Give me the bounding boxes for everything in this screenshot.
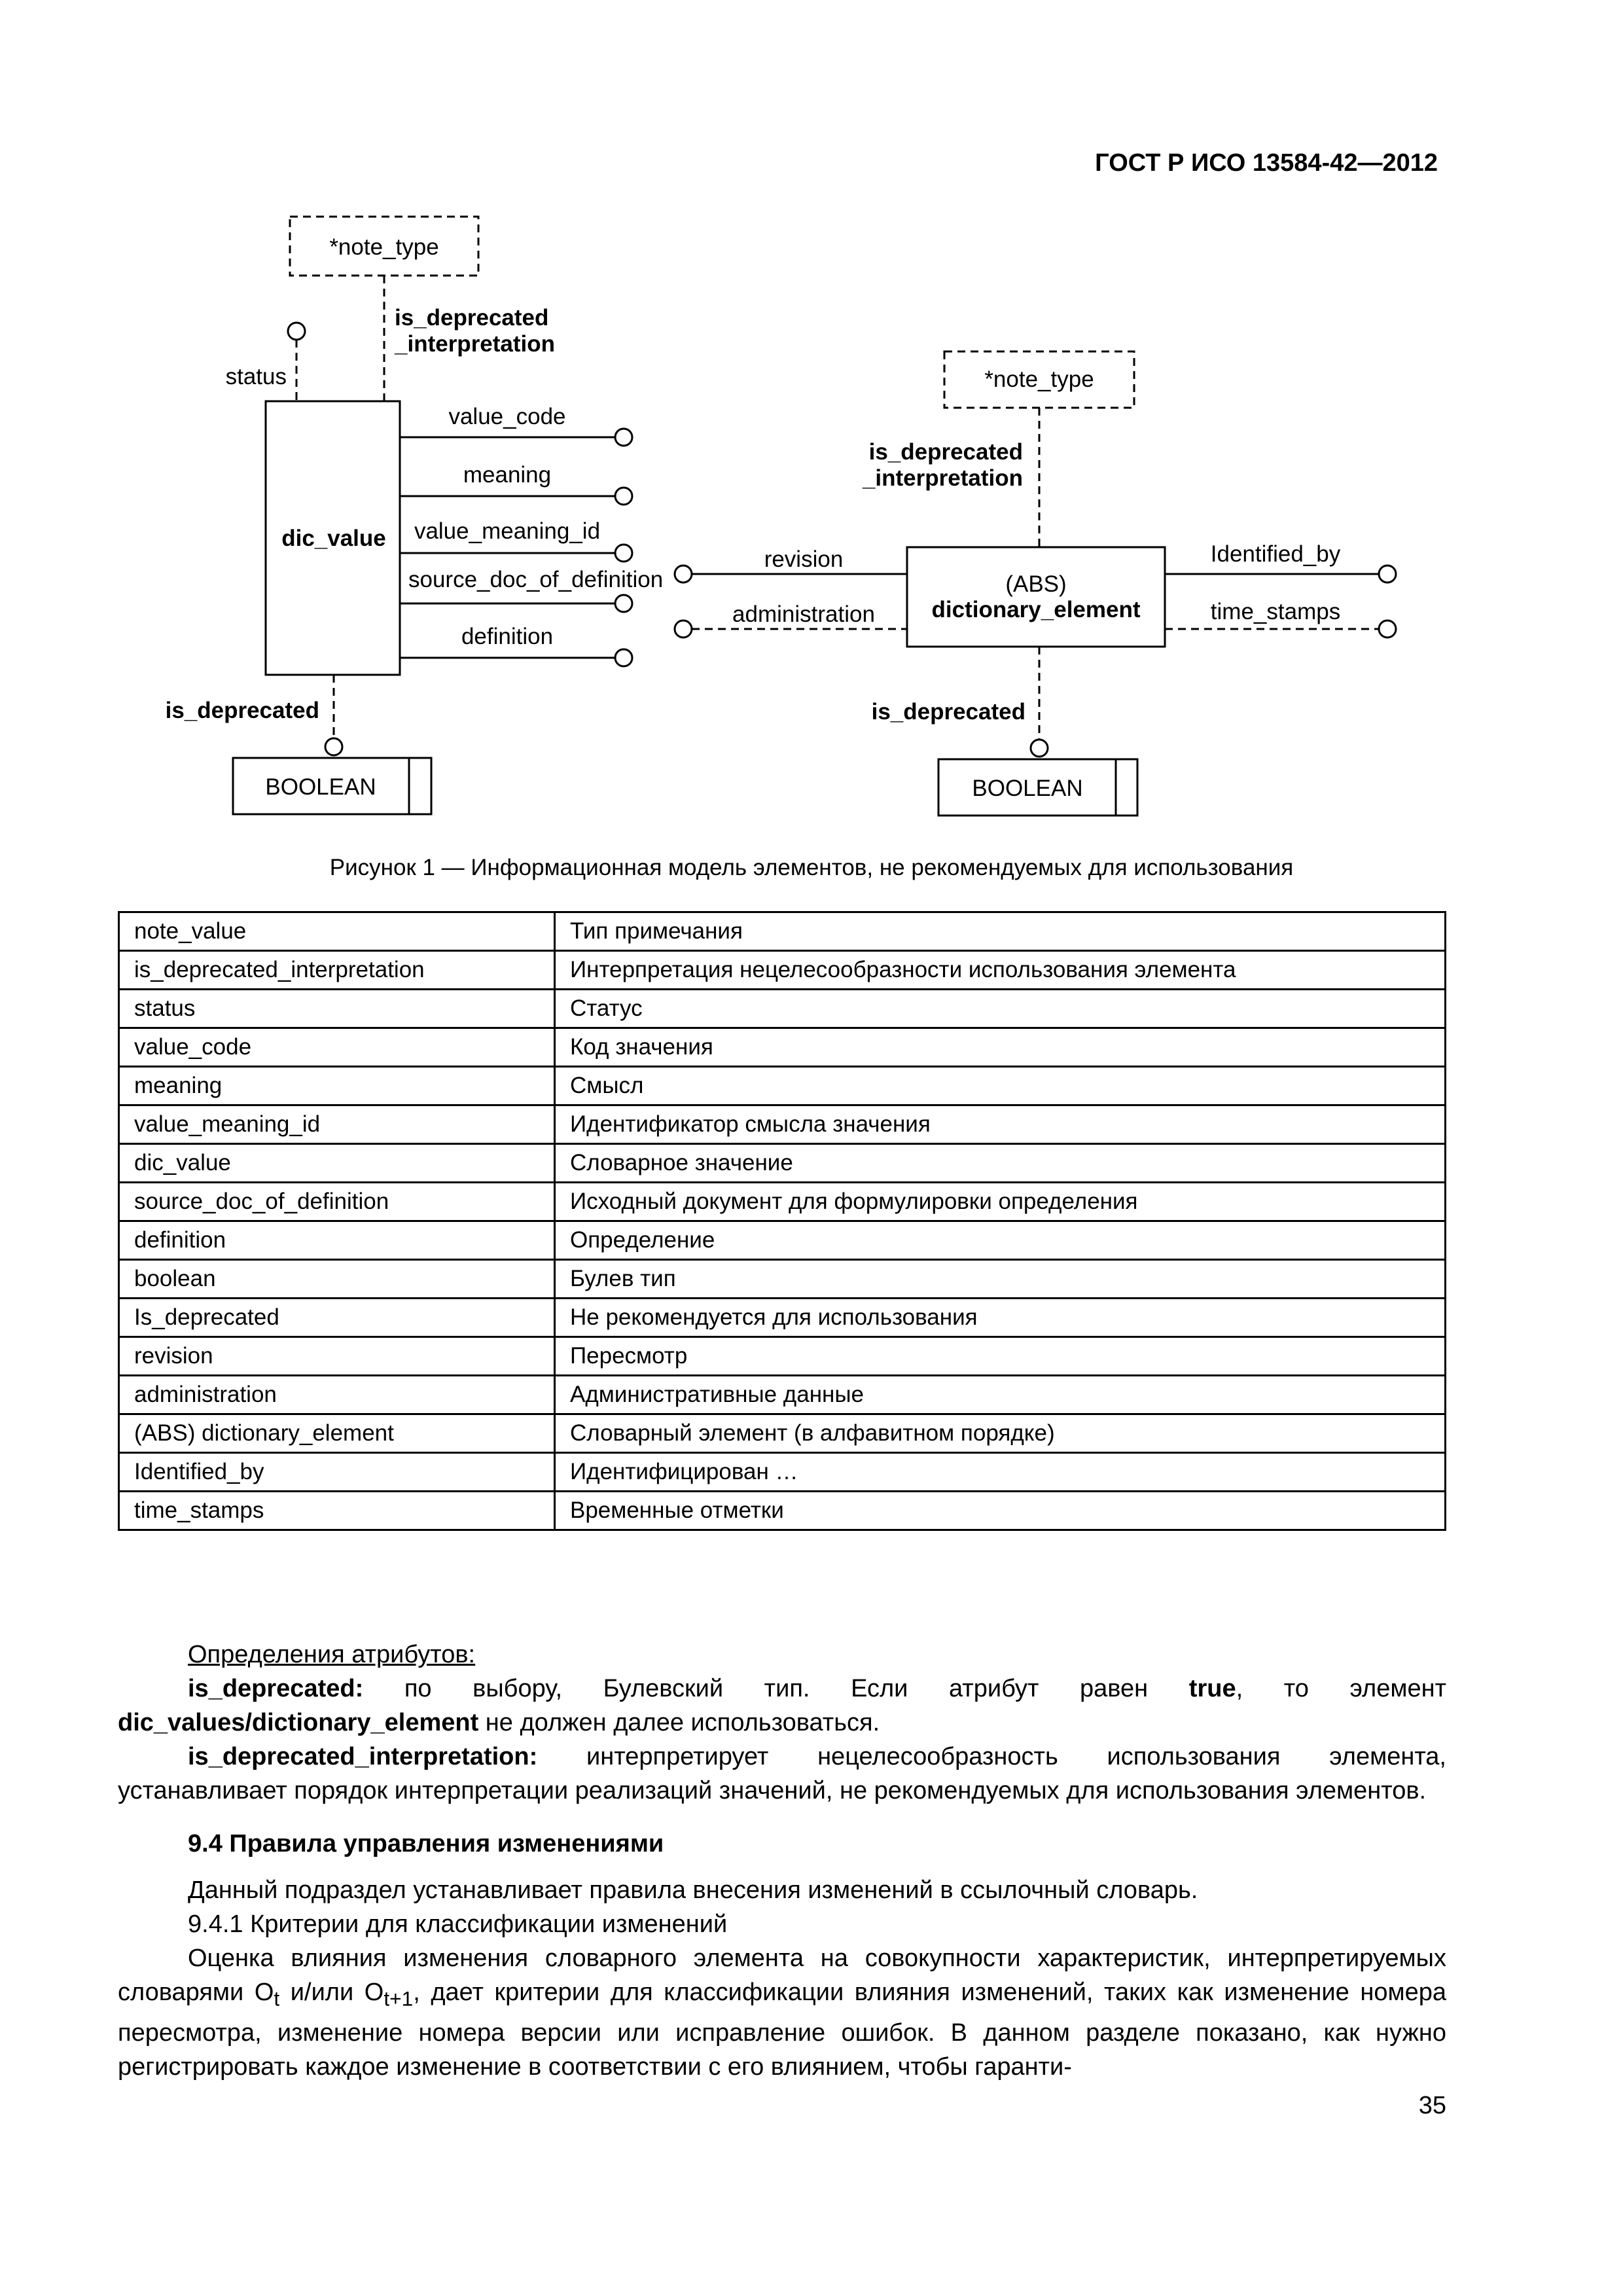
table-row <box>119 1299 1446 1337</box>
table-row <box>119 1492 1446 1530</box>
identified-by-label: Identified_by <box>1210 541 1341 567</box>
term-cell: (ABS) dictionary_element <box>119 1414 555 1453</box>
left-is-deprecated-interp-label-2: _interpretation <box>395 331 556 357</box>
dic-value-label: dic_value <box>281 526 386 551</box>
translation-cell: Идентификатор смысла значения <box>555 1105 1446 1144</box>
subscript: t <box>274 1986 280 2011</box>
translation-cell: Не рекомендуется для использования <box>555 1299 1446 1337</box>
true-keyword: true <box>1188 1675 1236 1702</box>
term-cell: value_meaning_id <box>119 1105 555 1144</box>
translation-cell: Временные отметки <box>555 1492 1446 1530</box>
paragraph-text: Оценка влияния изменения словарного элемента на совокупности характеристик, интерпретируемых словарями O <box>118 1945 1446 2006</box>
table-row <box>119 1337 1446 1376</box>
term-cell: is_deprecated_interpretation <box>119 951 555 990</box>
translation-cell: Тип примечания <box>555 912 1446 951</box>
definitions-title: Определения атрибутов: <box>188 1641 476 1668</box>
term-cell: note_value <box>119 912 555 951</box>
term-cell: source_doc_of_definition <box>119 1183 555 1221</box>
section-body <box>118 1873 1446 2084</box>
revision-label: revision <box>764 547 844 572</box>
right-boolean-label: BOOLEAN <box>972 776 1083 801</box>
translation-cell: Определение <box>555 1221 1446 1260</box>
administration-label: administration <box>732 601 875 627</box>
left-status-label: status <box>225 364 287 389</box>
definition-text: , то элемент <box>1236 1675 1447 1702</box>
translation-cell: Код значения <box>555 1028 1446 1067</box>
definition-target: dic_values/dictionary_element <box>118 1709 479 1736</box>
table-row <box>119 1453 1446 1492</box>
information-model-diagram <box>0 0 1623 851</box>
term-cell: revision <box>119 1337 555 1376</box>
subscript: t+1 <box>383 1986 414 2011</box>
term-cell: administration <box>119 1376 555 1414</box>
table-row <box>119 1376 1446 1414</box>
translation-cell: Исходный документ для формулировки определения <box>555 1183 1446 1221</box>
translation-cell: Словарное значение <box>555 1144 1446 1183</box>
table-row <box>119 912 1446 951</box>
standard-header: ГОСТ Р ИСО 13584-42—2012 <box>1095 149 1438 177</box>
translation-cell: Статус <box>555 990 1446 1028</box>
table-row <box>119 1414 1446 1453</box>
attr-value-code-label: value_code <box>448 404 566 429</box>
definition-is-deprecated-interpretation <box>118 1740 1446 1808</box>
paragraph-text: и/или O <box>279 1979 384 2006</box>
term-cell: boolean <box>119 1260 555 1299</box>
translation-cell: Административные данные <box>555 1376 1446 1414</box>
table-row <box>119 1028 1446 1067</box>
right-is-deprecated-label: is_deprecated <box>871 699 1026 725</box>
left-is-deprecated-label: is_deprecated <box>165 698 319 723</box>
attr-source-doc-label: source_doc_of_definition <box>408 567 664 592</box>
translation-cell: Смысл <box>555 1067 1446 1105</box>
page-number: 35 <box>1418 2092 1446 2119</box>
attr-meaning-label: meaning <box>463 462 552 488</box>
translation-cell: Интерпретация нецелесообразности использования элемента <box>555 951 1446 990</box>
definition-text: интерпретирует нецелесообразность использования элемента, устанавливает порядок интерпретации реализаций значений, не рекомендуемых для использования элементов. <box>118 1743 1446 1804</box>
table-row <box>119 990 1446 1028</box>
attribute-definitions <box>118 1638 1446 1808</box>
time-stamps-label: time_stamps <box>1210 599 1341 624</box>
translation-cell: Пересмотр <box>555 1337 1446 1376</box>
definition-text: не должен далее использоваться. <box>478 1709 880 1736</box>
attr-value-meaning-id-label: value_meaning_id <box>414 518 601 544</box>
right-is-deprecated-interp-label-2: _interpretation <box>862 465 1023 491</box>
table-row <box>119 1105 1446 1144</box>
right-is-deprecated-interp-label-1: is_deprecated <box>868 439 1023 465</box>
definition-is-deprecated <box>118 1672 1446 1740</box>
section-paragraph <box>118 1941 1446 2084</box>
term-cell: value_code <box>119 1028 555 1067</box>
table-row <box>119 1067 1446 1105</box>
left-boolean-label: BOOLEAN <box>265 774 376 800</box>
term-cell: time_stamps <box>119 1492 555 1530</box>
definition-text: по выбору, Булевский тип. Если атрибут равен <box>363 1675 1189 1702</box>
translation-cell: Идентифицирован … <box>555 1453 1446 1492</box>
subsection-title: 9.4.1 Критерии для классификации изменений <box>188 1910 728 1938</box>
diagram-svg <box>0 0 1623 851</box>
translation-cell: Булев тип <box>555 1260 1446 1299</box>
definition-term: is_deprecated_interpretation: <box>188 1743 538 1770</box>
term-cell: dic_value <box>119 1144 555 1183</box>
paragraph-text: , дает критерии для классификации влияния изменений, таких как изменение номера пересмотра, изменение номера версии или исправление ошибок. В данном разделе показано, как нужно регистрировать каждое изменение в соответствии с его влиянием, чтобы гаранти- <box>118 1979 1446 2081</box>
translation-cell: Словарный элемент (в алфавитном порядке) <box>555 1414 1446 1453</box>
table-row <box>119 951 1446 990</box>
section-heading: 9.4 Правила управления изменениями <box>188 1830 664 1857</box>
definition-term: is_deprecated: <box>188 1675 364 1702</box>
table-row <box>119 1144 1446 1183</box>
left-note-type-label: *note_type <box>329 234 439 260</box>
term-cell: status <box>119 990 555 1028</box>
dictionary-element-label-2: dictionary_element <box>931 597 1141 622</box>
section-paragraph: Данный подраздел устанавливает правила внесения изменений в ссылочный словарь. <box>188 1876 1198 1904</box>
table-row <box>119 1221 1446 1260</box>
left-is-deprecated-interp-label-1: is_deprecated <box>395 305 549 331</box>
term-cell: definition <box>119 1221 555 1260</box>
right-note-type-label: *note_type <box>984 367 1094 392</box>
term-cell: meaning <box>119 1067 555 1105</box>
term-cell: Identified_by <box>119 1453 555 1492</box>
figure-caption: Рисунок 1 — Информационная модель элементов, не рекомендуемых для использования <box>329 855 1294 880</box>
table-row <box>119 1183 1446 1221</box>
term-cell: Is_deprecated <box>119 1299 555 1337</box>
dictionary-element-label-1: (ABS) <box>1005 571 1067 597</box>
terms-table <box>118 911 1446 1531</box>
table-row <box>119 1260 1446 1299</box>
attr-definition-label: definition <box>461 624 554 649</box>
